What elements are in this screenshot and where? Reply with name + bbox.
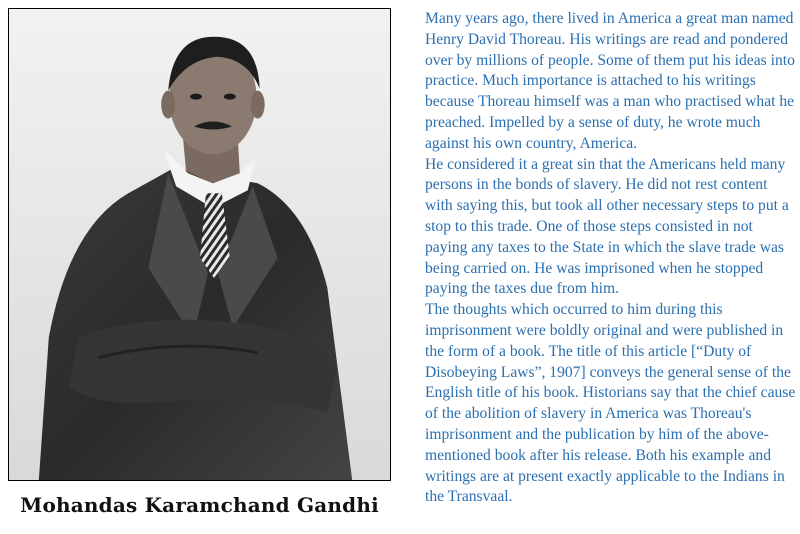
article-paragraph: He considered it a great sin that the Americans held many persons in the bonds of slavery. He did not rest content with saying this, but took all other necessary steps to put a stop to this trade. One of those steps consisted in not paying any taxes to the State in which the slave trade was being carried on. He was imprisoned when he stopped paying the taxes due from him. [425,155,789,298]
article-paragraph: Many years ago, there lived in America a great man named Henry David Thoreau. His writings are read and pondered over by millions of people. Some of them put his ideas into practice. Much importance is attached to his writings because Thoreau himself was a man who practised what he preached. Impelled by a sense of duty, he wrote much against his own country, America. [425,10,795,152]
article-text [425,9,797,508]
article-paragraph: The thoughts which occurred to him during this imprisonment were boldly original and were published in the form of a book. The title of this article [“Duty of Disobeying Laws”, 1907] conveys the general sense of the English title of his book. Historians say that the chief cause of the abolition of slavery in America was Thoreau's imprisonment and the publication by him of the above-mentioned book after his release. Both his example and writings are at present exactly applicable to the Indians in the Transvaal. [425,301,796,506]
portrait-photo [8,8,391,481]
photo-caption: Mohandas Karamchand Gandhi [20,493,379,517]
portrait-illustration [9,9,390,480]
